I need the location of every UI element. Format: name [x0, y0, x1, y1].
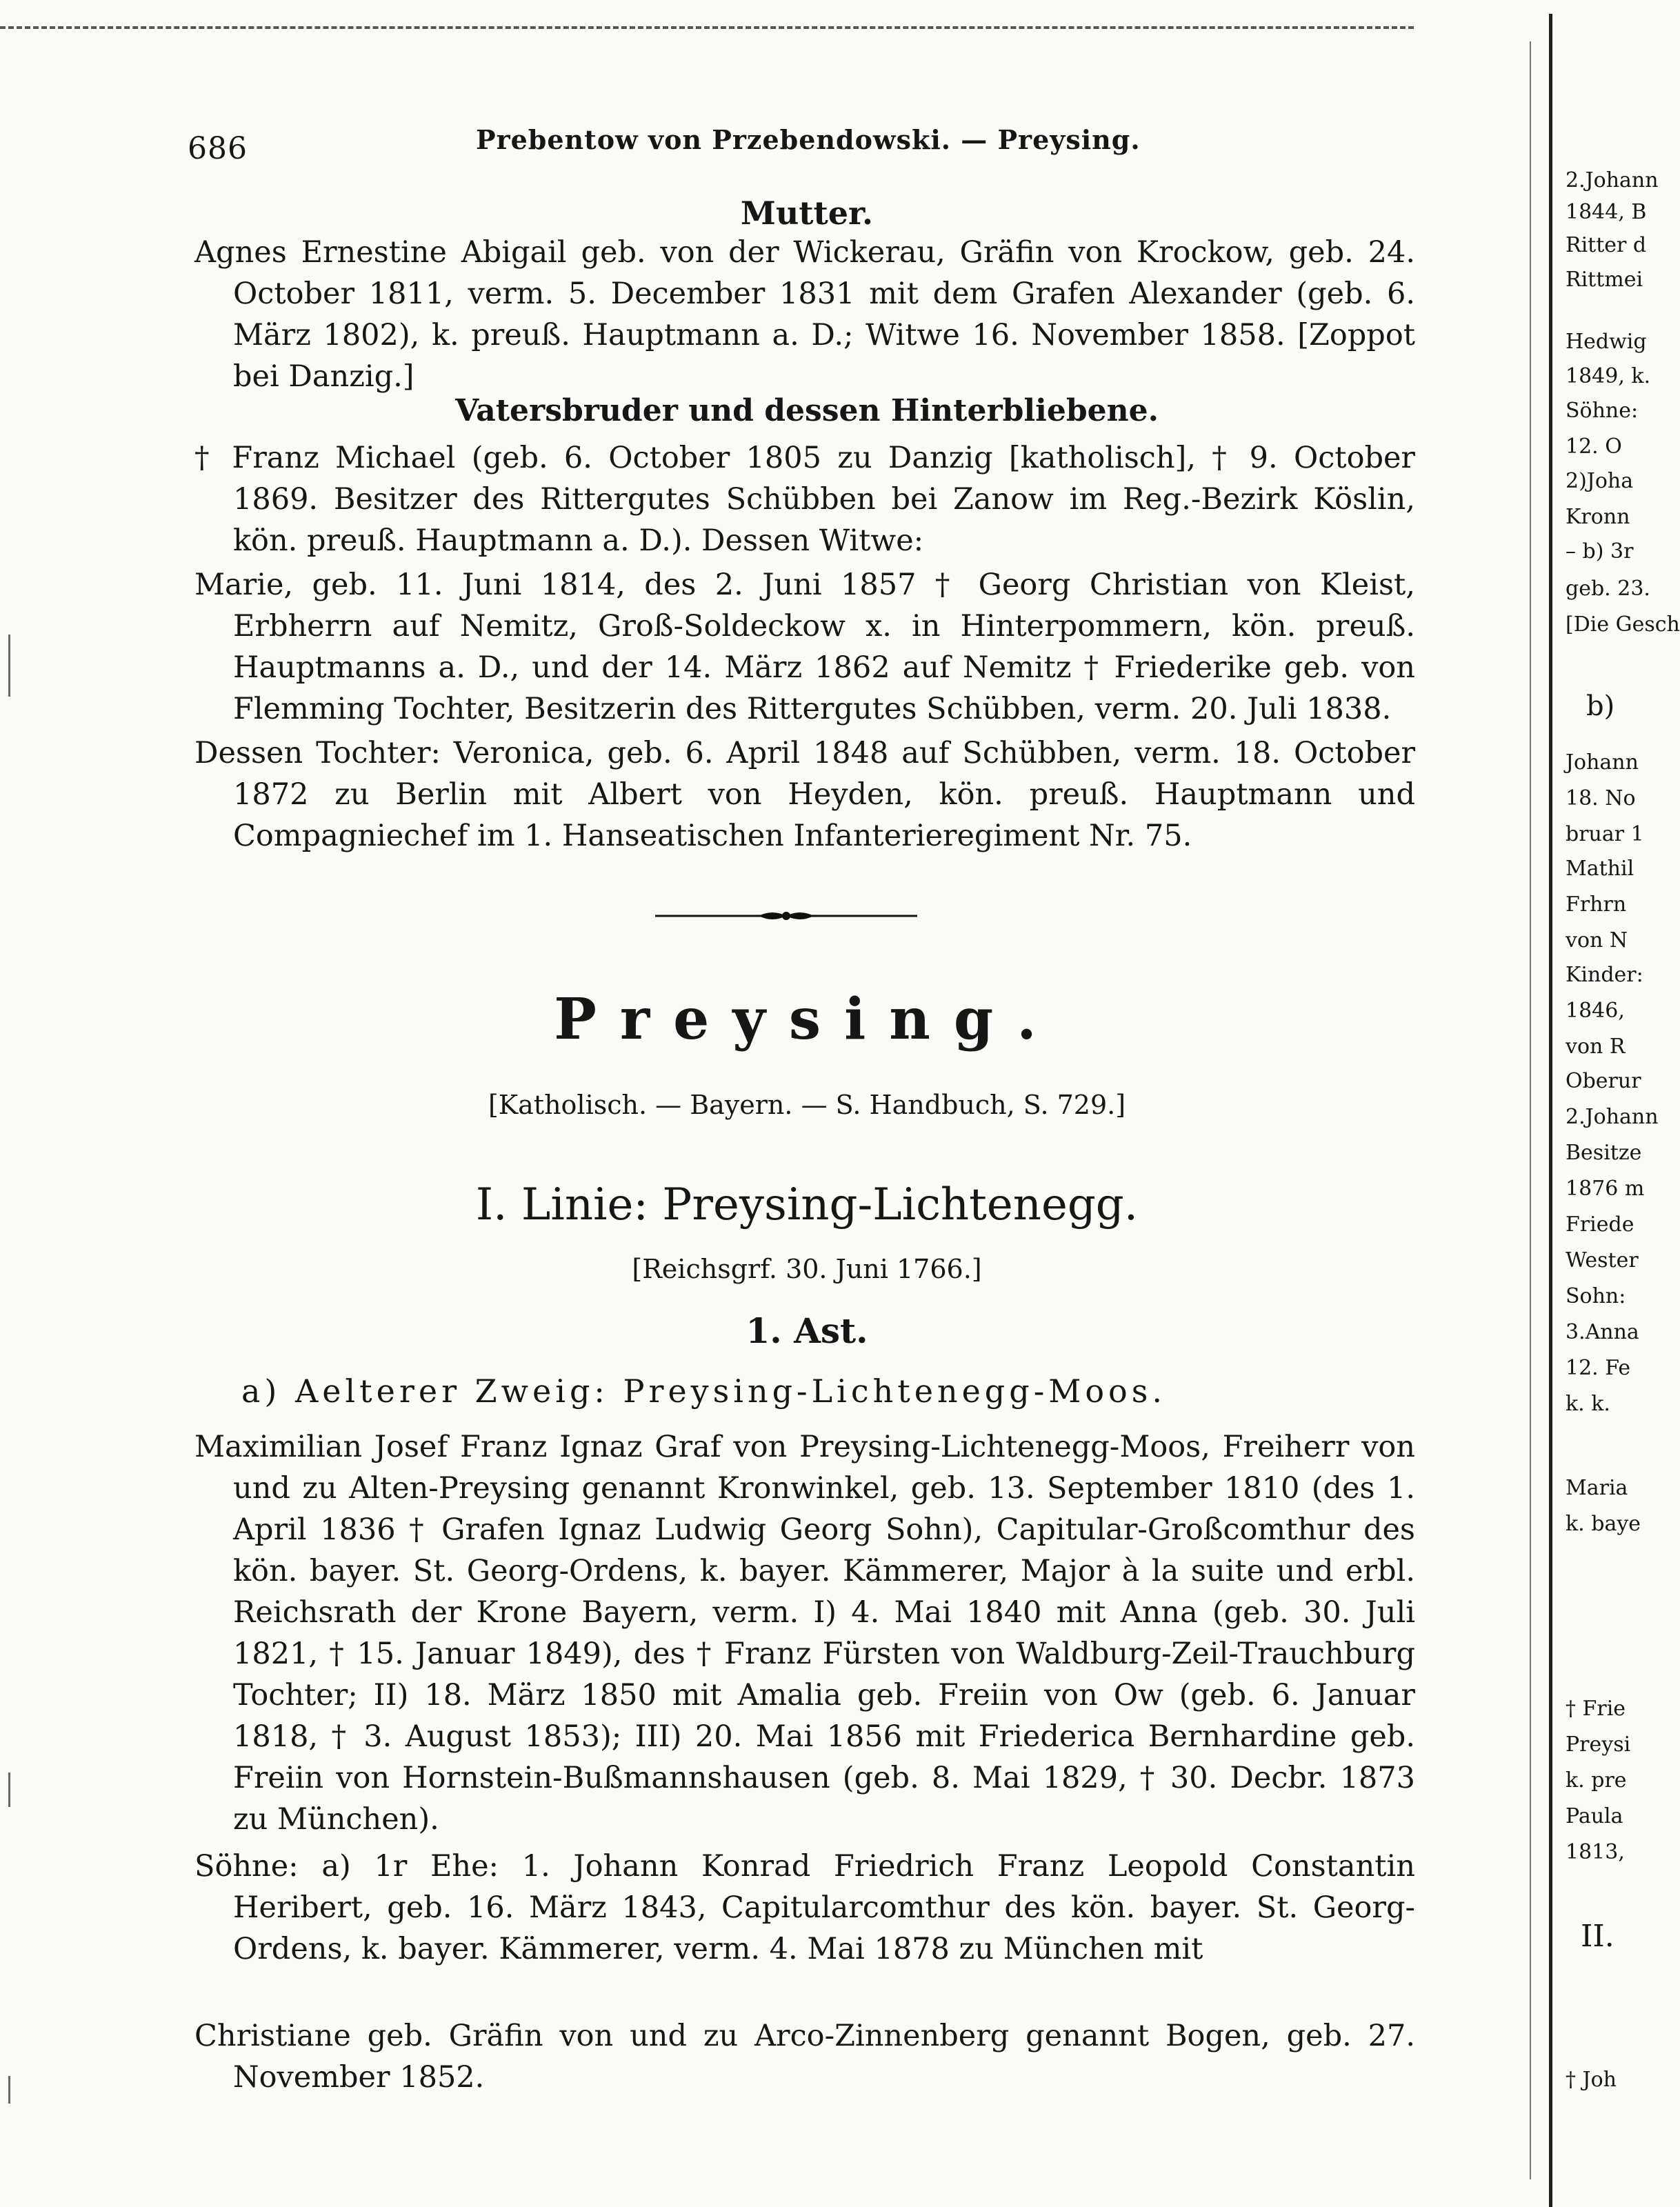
adjacent-fragment: Hedwig — [1566, 330, 1647, 354]
franz-entry — [194, 437, 1415, 561]
adjacent-fragment: Ritter d — [1566, 233, 1647, 257]
preysing-subtitle: [Katholisch. — Bayern. — S. Handbuch, S. 729.] — [488, 1090, 1126, 1120]
tochter-text: Dessen Tochter: Veronica, geb. 6. April 1848 auf Schübben, verm. 18. October 1872 zu Berlin mit Albert von Heyden, kön. preuß. Hauptmann und Compagniechef im 1. Hanseatischen Infanterieregiment Nr. 75. — [194, 736, 1415, 853]
page-gutter-line — [1549, 14, 1552, 2207]
adjacent-fragment: 1813, — [1566, 1840, 1625, 1864]
mutter-entry — [194, 232, 1415, 397]
adjacent-fragment: † Frie — [1566, 1697, 1626, 1721]
adjacent-fragment: k. baye — [1566, 1512, 1641, 1536]
adjacent-fragment: 2.Johann — [1566, 1105, 1659, 1129]
vatersbruder-heading: Vatersbruder und dessen Hinterbliebene. — [455, 393, 1159, 428]
christiane-entry — [194, 2015, 1415, 2098]
adjacent-fragment: 1876 m — [1566, 1177, 1645, 1201]
adjacent-fragment: Söhne: — [1566, 399, 1639, 423]
adjacent-fragment: II. — [1581, 1919, 1614, 1954]
running-title: Prebentow von Przebendowski. — Preysing. — [476, 124, 1141, 155]
adjacent-fragment: Sohn: — [1566, 1284, 1626, 1308]
adjacent-fragment: Kinder: — [1566, 963, 1643, 987]
adjacent-fragment: Johann — [1566, 750, 1639, 775]
adjacent-fragment: geb. 23. — [1566, 577, 1650, 601]
maximilian-entry — [194, 1426, 1415, 1840]
marie-text: Marie, geb. 11. Juni 1814, des 2. Juni 1857 † Georg Christian von Kleist, Erbherrn auf Nemitz, Groß-Soldeckow x. in Hinterpommern, kön. preuß. Hauptmanns a. D., und der 14. März 1862 auf Nemitz † Friederike geb. von Flemming Tochter, Besitzerin des Rittergutes Schübben, verm. 20. Juli 1838. — [194, 568, 1415, 726]
maximilian-text: Maximilian Josef Franz Ignaz Graf von Preysing-Lichtenegg-Moos, Freiherr von und zu Alten-Preysing genannt Kronwinkel, geb. 13. September 1810 (des 1. April 1836 † Grafen Ignaz Ludwig Georg Sohn), Capitular-Großcomthur des kön. bayer. St. Georg-Ordens, k. bayer. Kämmerer, Major à la suite und erbl. Reichsrath der Krone Bayern, verm. I) 4. Mai 1840 mit Anna (geb. 30. Juli 1821, † 15. Januar 1849), des † Franz Fürsten von Waldburg-Zeil-Trauchburg Tochter; II) 18. März 1850 mit Amalia geb. Freiin von Ow (geb. 6. Januar 1818, † 3. August 1853); III) 20. Mai 1856 mit Friederica Bernhardine geb. Freiin von Hornstein-Bußmannshausen (geb. 8. Mai 1829, † 30. Decbr. 1873 zu München). — [194, 1430, 1415, 1837]
adjacent-fragment: Preysi — [1566, 1732, 1631, 1757]
adjacent-fragment: † Joh — [1566, 2068, 1617, 2092]
adjacent-fragment: von N — [1566, 928, 1628, 952]
adjacent-page-column — [1560, 0, 1680, 2207]
preysing-title: Preysing. — [554, 986, 1060, 1052]
marie-entry — [194, 564, 1415, 730]
adjacent-fragment: 18. No — [1566, 786, 1636, 810]
adjacent-fragment: 1846, — [1566, 999, 1625, 1023]
linie-note: [Reichsgrf. 30. Juni 1766.] — [632, 1254, 982, 1284]
ornament-rule — [655, 909, 917, 923]
adjacent-fragment: 1844, B — [1566, 200, 1647, 224]
adjacent-fragment: k. pre — [1566, 1768, 1627, 1792]
christiane-text: Christiane geb. Gräfin von und zu Arco-Zinnenberg genannt Bogen, geb. 27. November 1852. — [194, 2019, 1415, 2095]
adjacent-fragment: 2)Joha — [1566, 469, 1634, 493]
tochter-entry — [194, 732, 1415, 857]
mutter-heading: Mutter. — [740, 194, 874, 232]
adjacent-fragment: Wester — [1566, 1248, 1639, 1272]
adjacent-fragment: 12. Fe — [1566, 1356, 1631, 1380]
adjacent-fragment: Frhrn — [1566, 892, 1627, 917]
adjacent-fragment: [Die Gesch — [1566, 612, 1680, 637]
adjacent-fragment: b) — [1586, 690, 1615, 722]
adjacent-fragment: Maria — [1566, 1476, 1628, 1500]
adjacent-fragment: 12. O — [1566, 435, 1622, 459]
adjacent-fragment: k. k. — [1566, 1392, 1610, 1416]
adjacent-fragment: – b) 3r — [1566, 539, 1634, 563]
adjacent-fragment: Kronn — [1566, 505, 1630, 529]
linie-title: I. Linie: Preysing-Lichtenegg. — [475, 1179, 1139, 1230]
adjacent-fragment: Friede — [1566, 1212, 1634, 1237]
page-number: 686 — [188, 131, 248, 166]
adjacent-fragment: 2.Johann — [1566, 168, 1659, 192]
franz-text: † Franz Michael (geb. 6. October 1805 zu Danzig [katholisch], † 9. October 1869. Besitzer des Rittergutes Schübben bei Zanow im Reg.-Bezirk Köslin, kön. preuß. Hauptmann a. D.). Dessen Witwe: — [194, 441, 1415, 558]
adjacent-fragment: von R — [1566, 1035, 1626, 1059]
page-gutter-shadow — [1530, 41, 1531, 2179]
adjacent-fragment: 1849, k. — [1566, 364, 1651, 388]
soehne-entry — [194, 1846, 1415, 1970]
ast-title: 1. Ast. — [746, 1310, 868, 1351]
mutter-text: Agnes Ernestine Abigail geb. von der Wickerau, Gräfin von Krockow, geb. 24. October 1811, verm. 5. December 1831 mit dem Grafen Alexander (geb. 6. März 1802), k. preuß. Hauptmann a. D.; Witwe 16. November 1858. [Zoppot bei Danzig.] — [194, 235, 1415, 394]
soehne-text: Söhne: a) 1r Ehe: 1. Johann Konrad Friedrich Franz Leopold Constantin Heribert, geb. 16. März 1843, Capitularcomthur des kön. bayer. St. Georg-Ordens, k. bayer. Kämmerer, verm. 4. Mai 1878 zu München mit — [194, 1849, 1415, 1966]
adjacent-fragment: bruar 1 — [1566, 822, 1644, 846]
zweig-title: a) Aelterer Zweig: Preysing-Lichtenegg-Moos. — [241, 1372, 1166, 1410]
adjacent-fragment: Rittmei — [1566, 268, 1643, 292]
adjacent-fragment: Besitze — [1566, 1141, 1642, 1165]
adjacent-fragment: 3.Anna — [1566, 1320, 1639, 1344]
adjacent-fragment: Oberur — [1566, 1069, 1641, 1093]
adjacent-fragment: Paula — [1566, 1804, 1623, 1828]
adjacent-fragment: Mathil — [1566, 857, 1634, 881]
